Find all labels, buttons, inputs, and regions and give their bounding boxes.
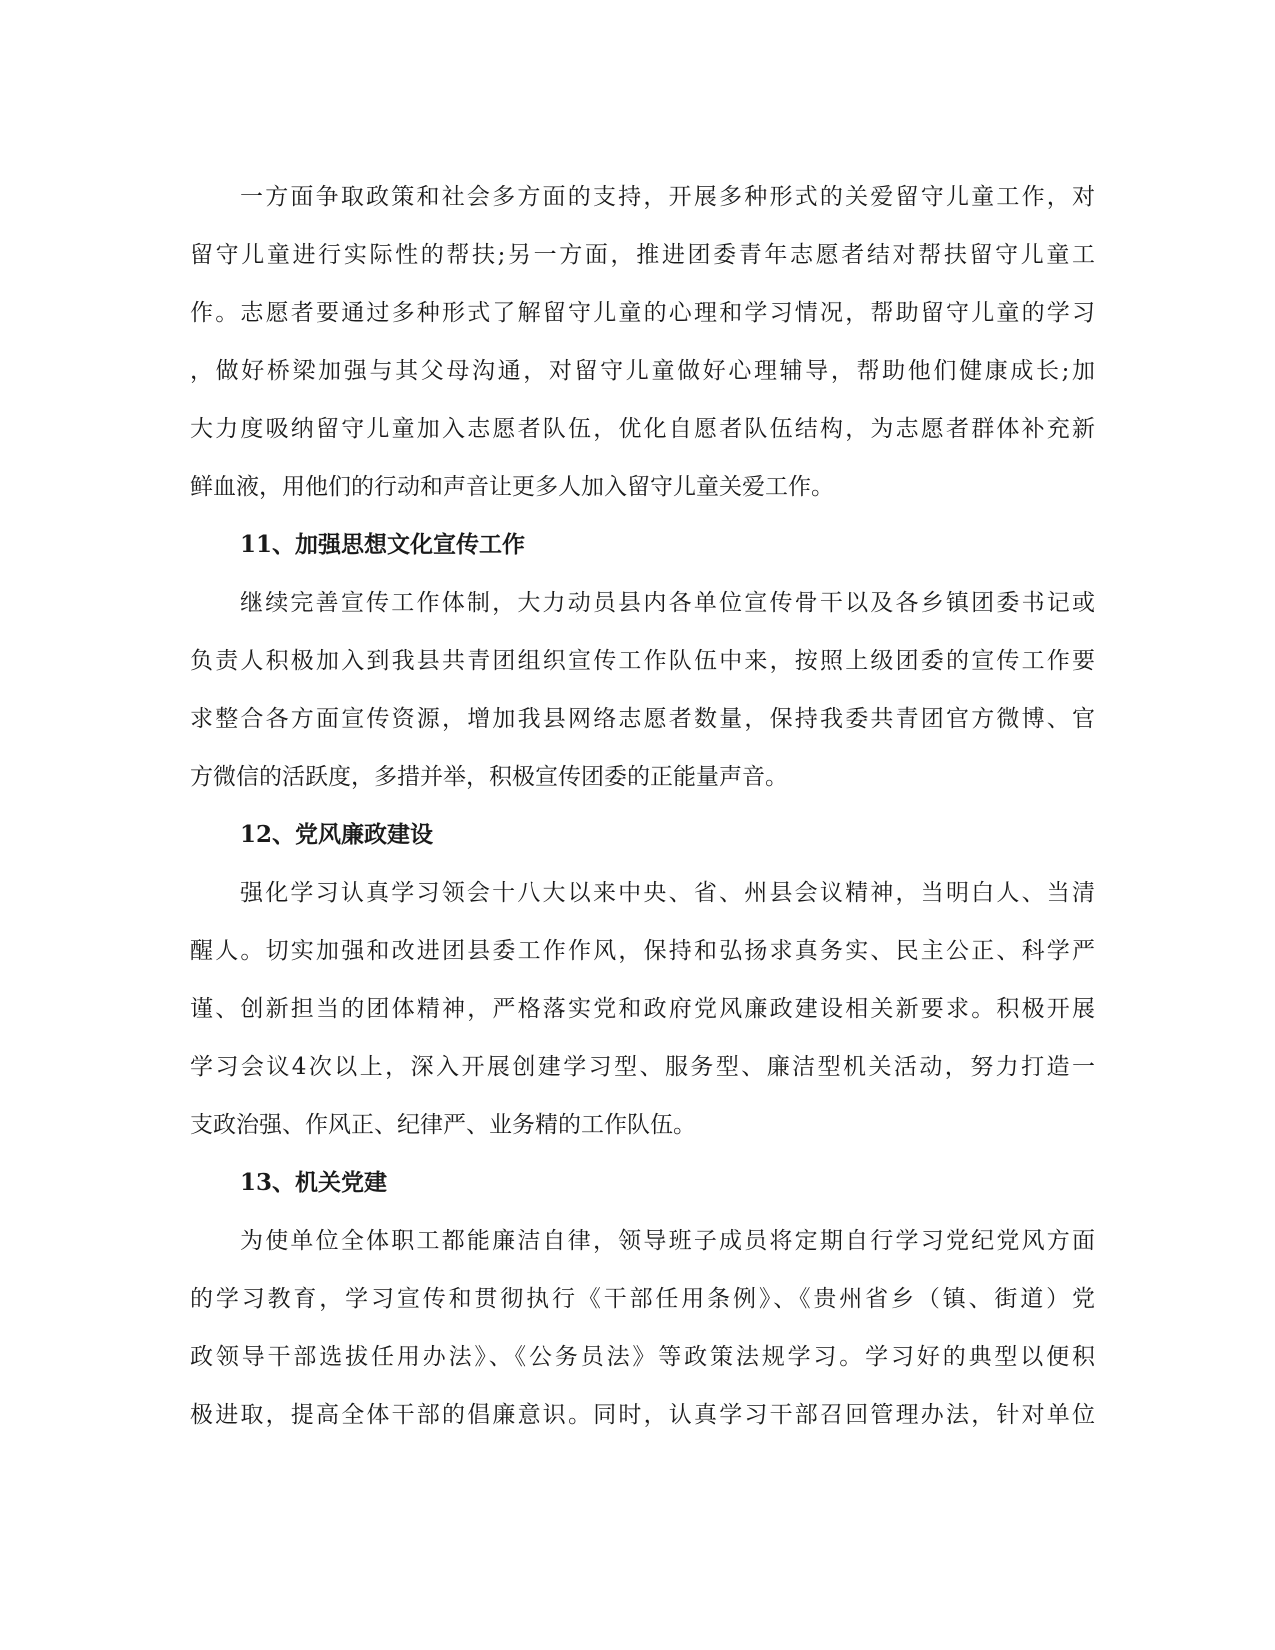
text-line: 强化学习认真学习领会十八大以来中央、省、州县会议精神，当明白人、当清: [240, 880, 1095, 906]
text-line: 负责人积极加入到我县共青团组织宣传工作队伍中来，按照上级团委的宣传工作要: [190, 648, 1095, 674]
section-heading-12: 12、党风廉政建设: [240, 821, 434, 848]
text-line: 的学习教育，学习宣传和贯彻执行《干部任用条例》、《贵州省乡（镇、街道）党: [190, 1286, 1095, 1312]
text-line: 支政治强、作风正、纪律严、业务精的工作队伍。: [190, 1112, 696, 1138]
text-line: 极进取，提高全体干部的倡廉意识。同时，认真学习干部召回管理办法，针对单位: [190, 1402, 1095, 1428]
text-line: 学习会议4次以上，深入开展创建学习型、服务型、廉洁型机关活动，努力打造一: [190, 1054, 1095, 1080]
text-line: 政领导干部选拔任用办法》、《公务员法》等政策法规学习。学习好的典型以便积: [190, 1344, 1095, 1370]
text-line: 一方面争取政策和社会多方面的支持，开展多种形式的关爱留守儿童工作，对: [240, 184, 1095, 210]
section-heading-13: 13、机关党建: [240, 1169, 388, 1196]
text-line: 醒人。切实加强和改进团县委工作作风，保持和弘扬求真务实、民主公正、科学严: [190, 938, 1095, 964]
paragraph-children-care: [190, 168, 1095, 516]
paragraph-party-building: [190, 1212, 1095, 1444]
text-line: 为使单位全体职工都能廉洁自律，领导班子成员将定期自行学习党纪党风方面: [240, 1228, 1095, 1254]
text-line: 留守儿童进行实际性的帮扶;另一方面，推进团委青年志愿者结对帮扶留守儿童工: [190, 242, 1095, 268]
paragraph-publicity: [190, 574, 1095, 806]
text-line: 继续完善宣传工作体制，大力动员县内各单位宣传骨干以及各乡镇团委书记或: [240, 590, 1095, 616]
document-page: [190, 168, 1095, 1444]
text-line: ，做好桥梁加强与其父母沟通，对留守儿童做好心理辅导，帮助他们健康成长;加: [190, 358, 1095, 384]
section-heading-11: 11、加强思想文化宣传工作: [240, 531, 526, 558]
text-line: 谨、创新担当的团体精神，严格落实党和政府党风廉政建设相关新要求。积极开展: [190, 996, 1095, 1022]
text-line: 大力度吸纳留守儿童加入志愿者队伍，优化自愿者队伍结构，为志愿者群体补充新: [190, 416, 1095, 442]
text-line: 作。志愿者要通过多种形式了解留守儿童的心理和学习情况，帮助留守儿童的学习: [190, 300, 1095, 326]
paragraph-integrity: [190, 864, 1095, 1154]
text-line: 鲜血液，用他们的行动和声音让更多人加入留守儿童关爱工作。: [190, 474, 834, 500]
text-line: 求整合各方面宣传资源，增加我县网络志愿者数量，保持我委共青团官方微博、官: [190, 706, 1095, 732]
text-line: 方微信的活跃度，多措并举，积极宣传团委的正能量声音。: [190, 764, 788, 790]
